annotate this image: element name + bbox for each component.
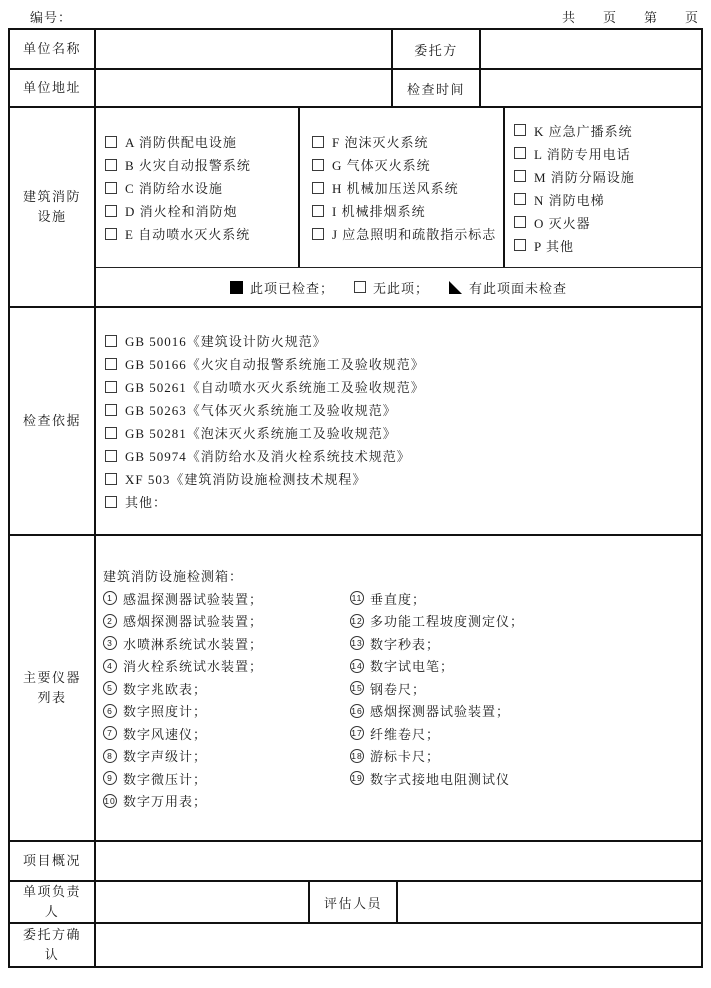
checkbox[interactable] <box>514 239 526 251</box>
instrument-label: 钢卷尺； <box>370 681 427 697</box>
form-table <box>8 28 703 968</box>
client-field[interactable] <box>479 30 701 68</box>
leader-field[interactable] <box>94 882 308 922</box>
checkbox[interactable] <box>312 182 324 194</box>
basis-option-label: GB 50281《泡沫灭火系统施工及验收规范》 <box>125 426 397 441</box>
instrument-item <box>350 587 701 610</box>
row-confirmation <box>10 922 701 966</box>
instrument-label: 数字声级计； <box>123 749 208 765</box>
checkbox[interactable] <box>105 228 117 240</box>
facility-option-label: N 消防电梯 <box>534 192 605 208</box>
instruments-content <box>94 536 701 840</box>
instrument-label: 消火栓系统试水装置； <box>123 659 264 675</box>
circled-number-icon: 4 <box>103 659 117 673</box>
instrument-label: 数字微压计； <box>123 771 208 787</box>
client-label: 委托方 <box>391 30 479 68</box>
checkbox[interactable] <box>514 124 526 136</box>
facility-option-label: E 自动喷水灭火系统 <box>125 227 251 243</box>
row-personnel <box>10 880 701 922</box>
overview-field[interactable] <box>94 842 701 880</box>
facility-option <box>105 222 298 245</box>
checkbox[interactable] <box>514 216 526 228</box>
unit-address-field[interactable] <box>94 70 391 106</box>
circled-number-icon: 1 <box>103 591 117 605</box>
pages-total-unit: 页 <box>602 9 617 25</box>
checkbox[interactable] <box>105 159 117 171</box>
filled-square-icon <box>230 281 243 294</box>
circled-number-icon: 2 <box>103 614 117 628</box>
facilities-column-3 <box>503 108 701 267</box>
legend-checked-label: 此项已检查； <box>249 280 334 296</box>
checkbox[interactable] <box>105 358 117 370</box>
page-number-prefix: 第 <box>643 9 658 25</box>
unit-address-label: 单位地址 <box>22 80 81 95</box>
facility-option <box>105 130 298 153</box>
checkbox[interactable] <box>514 193 526 205</box>
instrument-item <box>350 700 701 723</box>
checkbox[interactable] <box>105 205 117 217</box>
facility-option-label: H 机械加压送风系统 <box>332 181 459 197</box>
basis-row-label: 检查依据 <box>22 413 81 428</box>
legend-unchecked-label: 有此项面未检查 <box>469 280 568 296</box>
inspection-time-field[interactable] <box>479 70 701 106</box>
checkbox[interactable] <box>312 136 324 148</box>
facility-option <box>514 165 701 188</box>
facility-option-label: G 气体灭火系统 <box>332 158 431 174</box>
basis-option <box>105 375 701 398</box>
checkbox[interactable] <box>105 473 117 485</box>
instrument-item <box>350 767 701 790</box>
basis-option-label: GB 50263《气体灭火系统施工及验收规范》 <box>125 403 397 418</box>
facilities-columns <box>96 108 701 267</box>
basis-option-label: GB 50166《火灾自动报警系统施工及验收规范》 <box>125 357 425 372</box>
row-unit-address <box>10 68 701 106</box>
facility-option <box>312 153 503 176</box>
circled-number-icon: 16 <box>350 704 364 718</box>
instrument-item <box>103 745 350 768</box>
instrument-item <box>350 655 701 678</box>
checkbox[interactable] <box>105 381 117 393</box>
facility-option-label: A 消防供配电设施 <box>125 135 237 151</box>
checkbox[interactable] <box>514 170 526 182</box>
circled-number-icon: 15 <box>350 681 364 695</box>
checkbox[interactable] <box>514 147 526 159</box>
serial-number-label: 编号： <box>30 9 73 25</box>
assessor-field[interactable] <box>396 882 701 922</box>
legend-none-label: 无此项； <box>372 280 429 296</box>
instrument-item <box>350 610 701 633</box>
instruments-right-column <box>350 587 701 812</box>
basis-option-label: GB 50261《自动喷水灭火系统施工及验收规范》 <box>125 380 425 395</box>
circled-number-icon: 9 <box>103 771 117 785</box>
confirmation-field[interactable] <box>94 924 701 966</box>
instrument-label: 水喷淋系统试水装置； <box>123 636 264 652</box>
circled-number-icon: 13 <box>350 636 364 650</box>
facilities-content <box>94 108 701 306</box>
facility-option-label: P 其他 <box>534 238 574 254</box>
basis-option <box>105 444 701 467</box>
facility-option <box>514 234 701 257</box>
unit-name-field[interactable] <box>94 30 391 68</box>
overview-row-label: 项目概况 <box>22 853 81 868</box>
facility-option <box>514 188 701 211</box>
instrument-item <box>103 700 350 723</box>
circled-number-icon: 10 <box>103 794 117 808</box>
legend-unchecked <box>449 278 567 297</box>
pages-total-prefix: 共 <box>561 9 576 25</box>
unit-name-label: 单位名称 <box>22 41 81 56</box>
instruments-row-label: 主要仪器列表 <box>22 670 81 705</box>
instrument-label: 数字式接地电阻测试仪 <box>370 771 511 787</box>
facility-option-label: I 机械排烟系统 <box>332 204 426 220</box>
row-basis <box>10 306 701 534</box>
facility-option-label: D 消火栓和消防炮 <box>125 204 238 220</box>
basis-option <box>105 352 701 375</box>
facility-option <box>312 199 503 222</box>
facility-option <box>514 211 701 234</box>
lower-left-triangle-icon <box>449 281 462 294</box>
instrument-label: 数字风速仪； <box>123 726 208 742</box>
leader-label: 单项负责人 <box>22 884 81 919</box>
basis-option-label: GB 50016《建筑设计防火规范》 <box>125 334 327 349</box>
checkbox[interactable] <box>105 427 117 439</box>
instruments-heading: 建筑消防设施检测箱： <box>103 569 244 584</box>
instrument-item <box>103 767 350 790</box>
basis-option <box>105 421 701 444</box>
instrument-label: 感温探测器试验装置； <box>123 591 264 607</box>
instrument-label: 游标卡尺； <box>370 749 441 765</box>
checkbox[interactable] <box>105 335 117 347</box>
instruments-grid <box>103 587 701 812</box>
checkbox[interactable] <box>105 136 117 148</box>
instrument-item <box>103 722 350 745</box>
facilities-column-1 <box>96 108 298 267</box>
circled-number-icon: 3 <box>103 636 117 650</box>
circled-number-icon: 6 <box>103 704 117 718</box>
facilities-column-2 <box>298 108 503 267</box>
circled-number-icon: 7 <box>103 726 117 740</box>
facility-option-label: O 灭火器 <box>534 215 591 231</box>
facility-option-label: F 泡沫灭火系统 <box>332 135 429 151</box>
circled-number-icon: 8 <box>103 749 117 763</box>
facilities-row-label: 建筑消防设施 <box>22 189 81 224</box>
legend-checked <box>230 278 334 297</box>
instrument-label: 纤维卷尺； <box>370 726 441 742</box>
row-facilities <box>10 106 701 306</box>
instrument-item <box>103 610 350 633</box>
instrument-label: 数字兆欧表； <box>123 681 208 697</box>
instrument-label: 多功能工程坡度测定仪； <box>370 614 525 630</box>
checkbox[interactable] <box>105 450 117 462</box>
instrument-item <box>103 587 350 610</box>
checkbox[interactable] <box>312 228 324 240</box>
basis-option-label: XF 503《建筑消防设施检测技术规程》 <box>125 472 367 487</box>
instrument-label: 感烟探测器试验装置； <box>370 704 511 720</box>
circled-number-icon: 14 <box>350 659 364 673</box>
facility-option <box>105 199 298 222</box>
facility-option-label: M 消防分隔设施 <box>534 169 635 185</box>
basis-option-label: GB 50974《消防给水及消火栓系统技术规范》 <box>125 449 411 464</box>
facility-option-label: J 应急照明和疏散指示标志 <box>332 227 497 243</box>
checkbox[interactable] <box>105 496 117 508</box>
facility-option <box>105 153 298 176</box>
basis-option <box>105 467 701 490</box>
instrument-item <box>103 632 350 655</box>
instrument-item <box>350 745 701 768</box>
checkbox[interactable] <box>312 205 324 217</box>
instrument-item <box>103 790 350 813</box>
basis-option <box>105 398 701 421</box>
instrument-label: 数字试电笔； <box>370 659 455 675</box>
facility-option <box>514 119 701 142</box>
checkbox[interactable] <box>105 404 117 416</box>
basis-option <box>105 329 701 352</box>
circled-number-icon: 12 <box>350 614 364 628</box>
instrument-item <box>103 677 350 700</box>
facilities-legend <box>96 267 701 306</box>
facility-option <box>312 176 503 199</box>
instrument-label: 数字照度计； <box>123 704 208 720</box>
page-header <box>0 0 711 28</box>
facility-option <box>312 222 503 245</box>
instrument-item <box>350 677 701 700</box>
row-overview <box>10 840 701 880</box>
row-instruments <box>10 534 701 840</box>
basis-list <box>94 308 701 534</box>
page-number-unit: 页 <box>684 9 699 25</box>
instrument-label: 感烟探测器试验装置； <box>123 614 264 630</box>
circled-number-icon: 19 <box>350 771 364 785</box>
instruments-left-column <box>103 587 350 812</box>
circled-number-icon: 11 <box>350 591 364 605</box>
instrument-label: 数字秒表； <box>370 636 441 652</box>
row-unit-name <box>10 30 701 68</box>
empty-square-icon <box>354 281 366 293</box>
facility-option-label: K 应急广播系统 <box>534 123 633 139</box>
circled-number-icon: 5 <box>103 681 117 695</box>
pagination <box>562 7 701 26</box>
facility-option <box>105 176 298 199</box>
facility-option-label: C 消防给水设施 <box>125 181 223 197</box>
inspection-time-label: 检查时间 <box>391 70 479 106</box>
facility-option-label: L 消防专用电话 <box>534 146 631 162</box>
confirmation-row-label: 委托方确认 <box>22 927 81 962</box>
instrument-label: 垂直度； <box>370 591 427 607</box>
basis-option <box>105 490 701 513</box>
circled-number-icon: 17 <box>350 726 364 740</box>
instrument-item <box>103 655 350 678</box>
legend-none <box>354 278 429 297</box>
checkbox[interactable] <box>312 159 324 171</box>
circled-number-icon: 18 <box>350 749 364 763</box>
basis-option-label: 其他： <box>125 495 168 510</box>
facility-option-label: B 火灾自动报警系统 <box>125 158 251 174</box>
checkbox[interactable] <box>105 182 117 194</box>
assessor-label: 评估人员 <box>308 882 396 922</box>
facility-option <box>312 130 503 153</box>
instrument-label: 数字万用表； <box>123 794 208 810</box>
facility-option <box>514 142 701 165</box>
instrument-item <box>350 632 701 655</box>
instrument-item <box>350 722 701 745</box>
